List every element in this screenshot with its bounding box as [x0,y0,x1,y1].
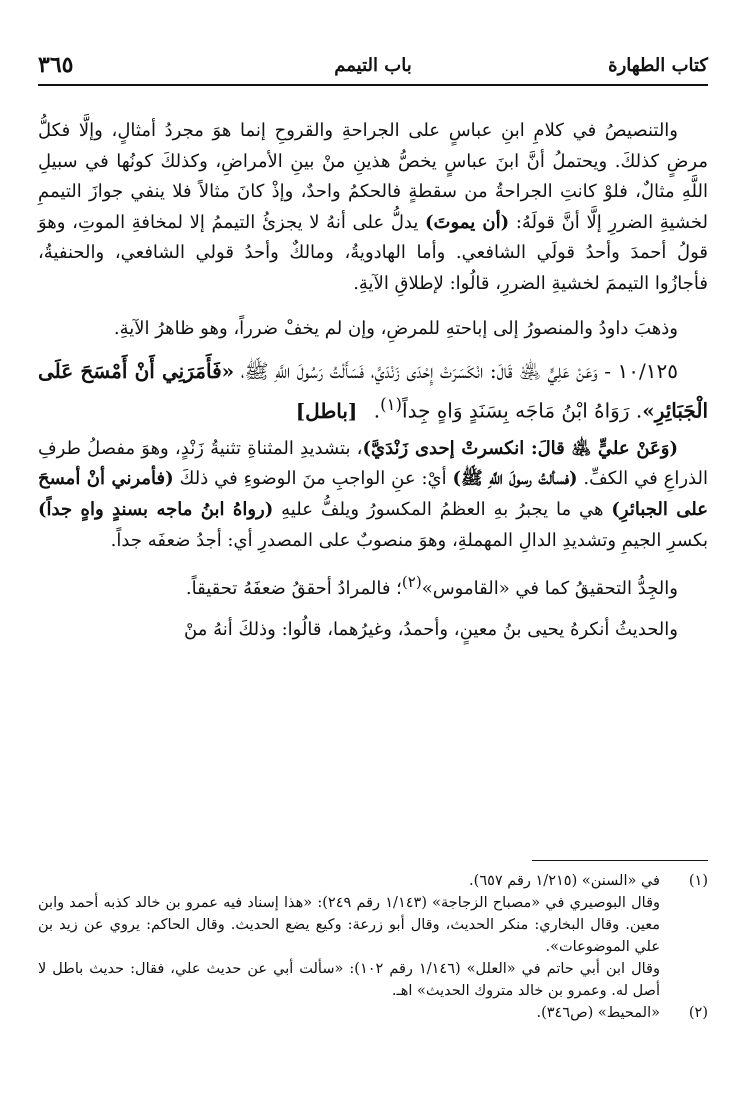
paragraph-jidd [38,567,708,605]
commentary-paragraph [38,434,708,556]
footnote-line: في «السنن» (١/٢١٥ رقم ٦٥٧). [469,873,660,889]
commentary-quote-2: (فسألتُ رسولَ اللَّهِ ﷺ) [452,468,578,490]
hadith-verdict: [باطل] [295,398,358,423]
commentary-quote-1: (وَعَنْ عليٍّ ﵁ قالَ: انكسرتْ إحدى زَنْدَيَّ) [362,437,678,459]
footnote-1 [38,870,708,1002]
paragraph-1-text: والتنصيصُ في كلامِ ابنِ عباسٍ على الجراحةِ والقروحِ إنما هوَ مجردُ أمثالٍ، وإلَّا فكلُّ مرضٍ كذلكَ. ويحتملُ أنَّ ابنَ عباسٍ يخصُّ هذينِ منْ بينِ الأمراضِ، وكذلكَ كونُها في سبيلِ اللَّهِ مثالٌ، فلوْ كانتِ الجراحةُ من سقطةٍ فالحكمُ واحدٌ، وإذْ كانَ مثالاً فلا ينفي جوازَ التيممِ لخشيةِ الضررِ إلَّا أنَّ قولَهُ: [38,120,708,233]
footnote-line: «المحيط» (ص٣٤٦). [536,1005,660,1021]
page-number: ٣٦٥ [38,52,74,78]
chapter-title: باب التيمم [334,54,412,76]
jidd-text: والجِدُّ التحقيقُ كما في «القاموس» [421,578,678,600]
book-page [38,0,708,1112]
footnote-line: وقال ابن أبي حاتم في «العلل» (١/١٤٦ رقم ١٠٢): «سألت أبي عن حديث علي، فقال: حديث باطل لا أصل له. وعمرو بن خالد متروك الحديث» اهـ. [38,961,660,999]
paragraph-1 [38,116,708,300]
footnote-number: (٢) [688,1005,708,1021]
commentary-quote-3: (فأمرني أنْ أمسحَ على الجبائرِ) [38,468,708,520]
commentary-text-1: ، بتشديدِ المثناةِ تثنيةُ زَنْدٍ، وهوَ مفصلُ طرفِ الذراعِ في الكفِّ. [38,437,708,490]
footnote-ref-2: (٢) [401,573,422,592]
commentary-text-4: بكسرِ الجيمِ وتشديدِ الدالِ المهملةِ، وهوَ منصوبٌ على المصدرِ أي: أجدُ ضعفَه جداً. [110,529,708,551]
footnote-2 [38,1002,708,1024]
paragraph-2: وذهبَ داودُ والمنصورُ إلى إباحتهِ للمرضِ، وإن لم يخفْ ضرراً، وهو ظاهرُ الآيةِ. [113,317,678,339]
quoted-phrase: (أن يموتَ) [425,211,510,233]
hadith-source: . رَوَاهُ ابْنُ مَاجَه بِسَنَدٍ وَاهٍ جِداً [402,398,643,423]
book-title: كتاب الطهارة [608,54,708,76]
paragraph-1-rest: يدلُّ على أنهُ لا يجزئُ التيممُ إلا لمخافةِ الموتِ، وهوَ قولُ أحمدَ وأحدُ قولَي الشافعي. وأما الهادويةُ، ومالكٌ وأحدُ قولي الشافعي، والحنفيةُ، فأجازُوا التيممَ لخشيةِ الضررِ، قالُوا: لإطلاقِ الآيةِ. [38,211,708,294]
header-rule [38,84,708,86]
jidd-text-rest: ؛ فالمرادُ أحققُ ضعفَهُ تحقيقاً. [185,578,402,600]
page-header [38,50,708,80]
footnote-ref-1: (١) [380,395,403,415]
commentary-quote-4: (رواهُ ابنُ ماجه بسندٍ واهٍ جداً) [38,499,274,520]
commentary-text-3: هي ما يجبرُ بهِ العظمُ المكسورُ ويلفُّ عليهِ [281,499,604,520]
footnote-line: وقال البوصيري في «مصباح الزجاجة» (١/١٤٣ رقم ٢٤٩): «هذا إسناد فيه عمرو بن خالد كذبه أحمد وابن معين. وقال البخاري: منكر الحديث، وقال أبو زرعة: وكيع يضع الحديث. وقال الحاكم: يروي عن زيد بن علي الموضوعات». [38,895,660,955]
paragraph-last: والحديثُ أنكرهُ يحيى بنُ معينٍ، وأحمدُ، وغيرُهما، قالُوا: وذلكَ أنهُ منْ [184,618,678,640]
hadith-intro: ١٠/١٢٥ - وَعَنْ عَلِيٍّ ﵁ قَالَ: انْكَسَرَتْ إِحْدَى زَنْدَيَّ، فَسَأَلْتُ رَسُولَ اللَّهِ ﷺ، [240,359,678,384]
hadith-text: ١٠/١٢٥ - وَعَنْ عَلِيٍّ ﵁ قَالَ: انْكَسَرَتْ إِحْدَى زَنْدَيَّ، فَسَأَلْتُ رَسُولَ اللَّهِ ﷺ، «فَأَمَرَنِي أَنْ أَمْسَحَ عَلَى الْجَبَائِرِ». رَوَاهُ ابْنُ مَاجَه بِسَنَدٍ وَاهٍ جِداً$^{(١)}$. [باطل] [38,359,708,423]
footnote-number: (١) [688,873,708,889]
footnotes [38,870,708,1024]
commentary-text-2: أيْ: عنِ الواجبِ منَ الوضوءِ في ذلكَ [179,468,447,490]
main-text [38,116,708,656]
footnote-rule [532,860,708,861]
hadith-quote: «فَأَمَرَنِي أَنْ أَمْسَحَ عَلَى الْجَبَائِرِ» [38,359,708,423]
